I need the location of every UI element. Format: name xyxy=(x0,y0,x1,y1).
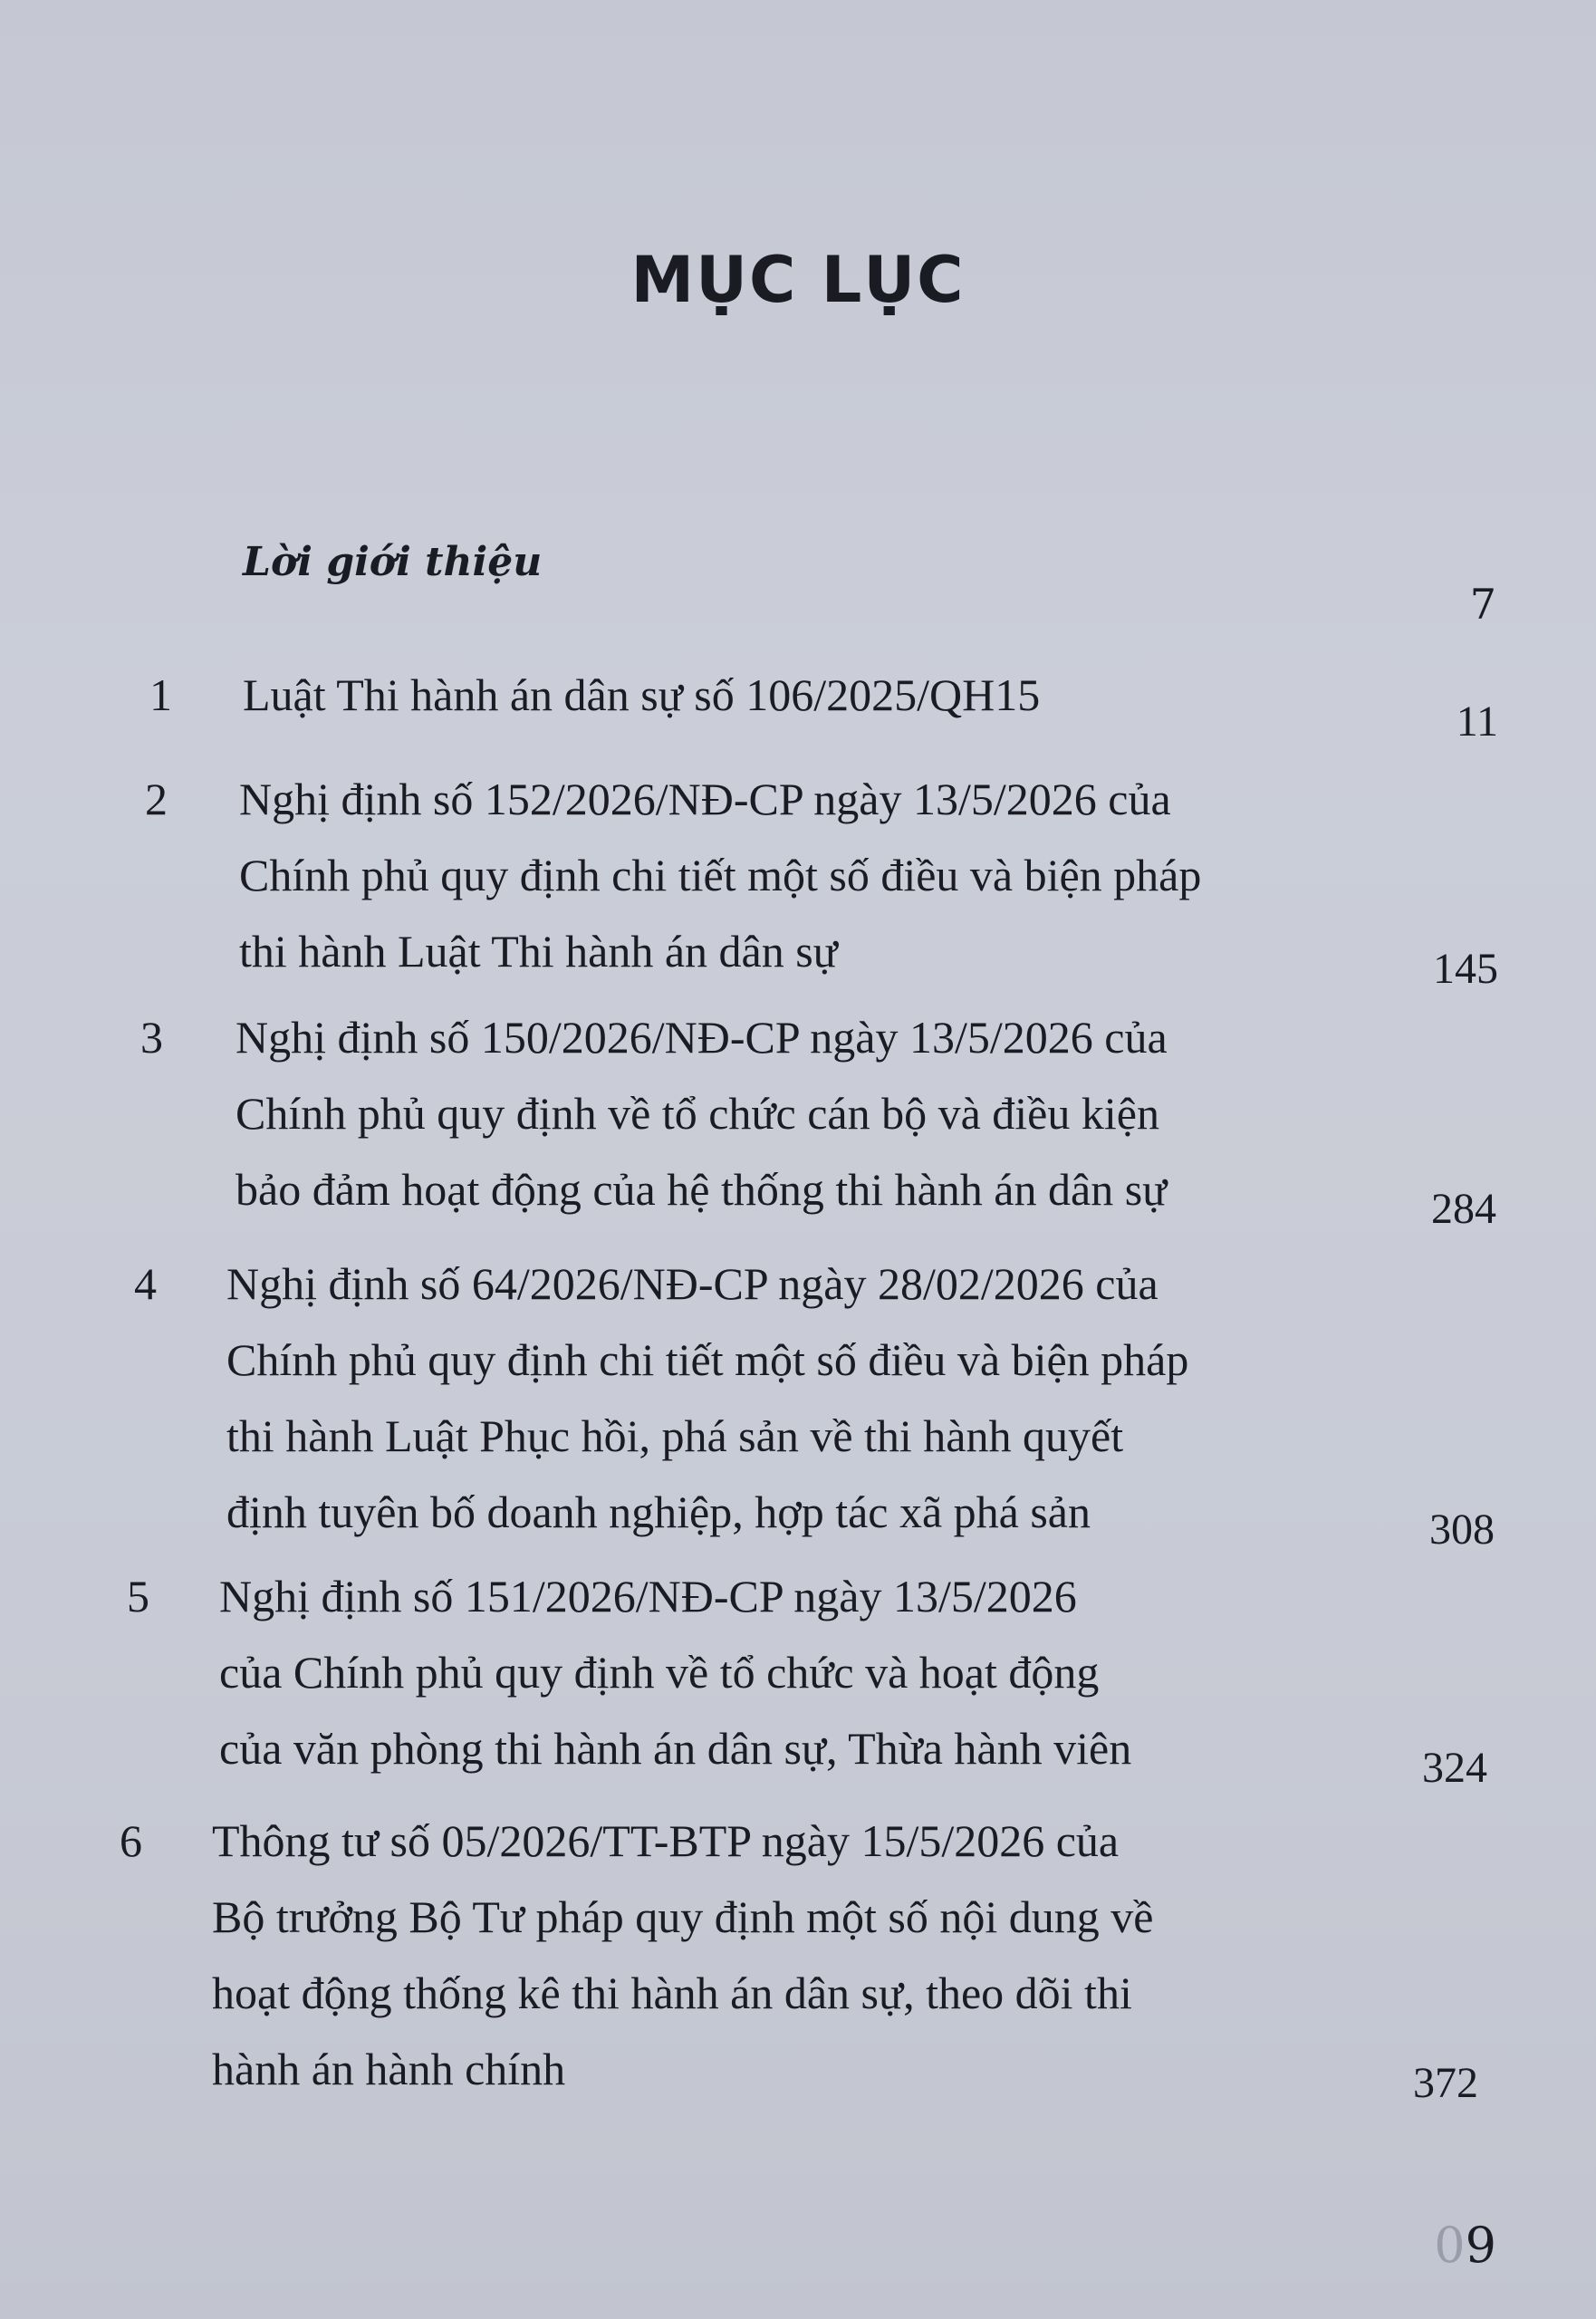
entry-page-number: 308 xyxy=(1429,1506,1495,1554)
entry-number: 5 xyxy=(127,1571,149,1621)
toc-entry-6 xyxy=(0,1803,1596,2115)
entry-text: Nghị định số 151/2026/NĐ-CP ngày 13/5/2026 của Chính phủ quy định về tổ chức và hoạt động của văn phòng thi hành án dân sự, Thừa hành viên xyxy=(219,1571,1132,1774)
toc-entry-1 xyxy=(0,657,1596,746)
page-title: MỤC LỤC xyxy=(630,243,966,317)
page-number-digit: 9 xyxy=(1465,2217,1496,2274)
entry-text: Thông tư số 05/2026/TT-BTP ngày 15/5/2026 của Bộ trưởng Bộ Tư pháp quy định một số nội dung về hoạt động thống kê thi hành án dân sự, theo dõi thi hành án hành chính xyxy=(212,1815,1154,2094)
toc-entry-5 xyxy=(0,1558,1596,1794)
entry-text: Nghị định số 152/2026/NĐ-CP ngày 13/5/2026 của Chính phủ quy định chi tiết một số điều và biện pháp thi hành Luật Thi hành án dân sự xyxy=(239,774,1202,977)
page-number-faint-digit: 0 xyxy=(1434,2217,1466,2274)
entry-page-number: 11 xyxy=(1456,698,1498,746)
page-number xyxy=(1434,2217,1496,2274)
entry-number: 3 xyxy=(140,1012,163,1063)
entry-text: Luật Thi hành án dân sự số 106/2025/QH15 xyxy=(243,669,1041,720)
entry-number: 6 xyxy=(120,1815,142,1866)
toc-entry-2 xyxy=(0,761,1596,996)
show-through-text xyxy=(109,0,1422,76)
toc-entry-4 xyxy=(0,1246,1596,1558)
entry-text: Nghị định số 64/2026/NĐ-CP ngày 28/02/2026 của Chính phủ quy định chi tiết một số điều và biện pháp thi hành Luật Phục hồi, phá sản về thi hành quyết định tuyên bố doanh nghiệp, hợp tác xã phá sản xyxy=(226,1258,1189,1537)
entry-number: 1 xyxy=(149,669,172,720)
entry-number: 2 xyxy=(145,774,168,824)
entry-number: 4 xyxy=(134,1258,157,1309)
entry-text: Nghị định số 150/2026/NĐ-CP ngày 13/5/2026 của Chính phủ quy định về tổ chức cán bộ và điều kiện bảo đảm hoạt động của hệ thống thi hành án dân sự xyxy=(236,1012,1168,1215)
intro-page-number: 7 xyxy=(1469,580,1496,629)
entry-page-number: 145 xyxy=(1433,945,1498,993)
toc-entry-3 xyxy=(0,999,1596,1235)
entry-page-number: 324 xyxy=(1422,1744,1487,1792)
intro-label: Lời giới thiệu xyxy=(243,539,543,585)
entry-page-number: 284 xyxy=(1431,1185,1496,1233)
entry-page-number: 372 xyxy=(1413,2059,1478,2107)
